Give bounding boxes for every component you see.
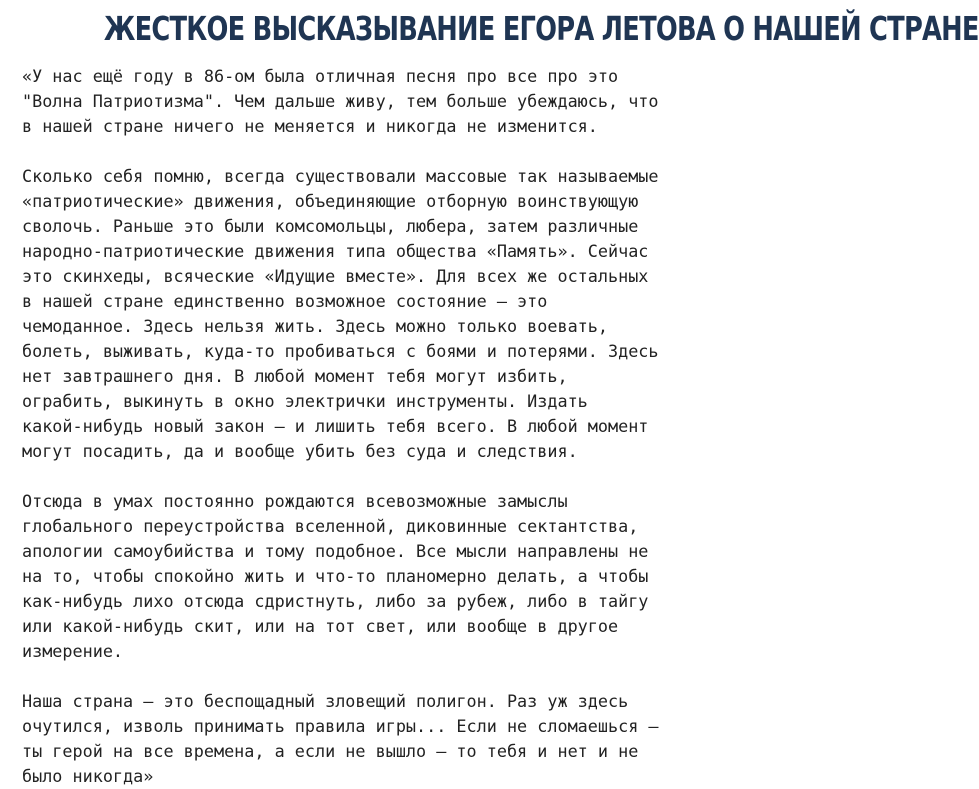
text-line: или какой-нибудь скит, или на тот свет, или вообще в другое [22, 616, 619, 636]
text-line: в нашей стране ничего не меняется и никогда не изменится. [22, 116, 598, 136]
text-line: сволочь. Раньше это были комсомольцы, любера, затем различные [22, 216, 639, 236]
text-line: могут посадить, да и вообще убить без суда и следствия. [22, 441, 578, 461]
paragraph-2 [22, 164, 766, 464]
text-line: ограбить, выкинуть в окно электрички инструменты. Издать [22, 391, 588, 411]
text-line: апологии самоубийства и тому подобное. Все мысли направлены не [22, 541, 649, 561]
text-line: «патриотические» движения, объединяющие отборную воинствующую [22, 191, 639, 211]
text-line: это скинхеды, всяческие «Идущие вместе». Для всех же остальных [22, 266, 649, 286]
text-line: на то, чтобы спокойно жить и что-то планомерно делать, а чтобы [22, 566, 649, 586]
text-line: Сколько себя помню, всегда существовали массовые так называемые [22, 166, 659, 186]
article-body [22, 64, 766, 789]
text-line: «У нас ещё году в 86-ом была отличная песня про все про это [22, 66, 619, 86]
paragraph-4 [22, 689, 766, 789]
text-line: ты герой на все времена, а если не вышло — то тебя и нет и не [22, 741, 639, 761]
paragraph-3 [22, 489, 766, 664]
text-line: чемоданное. Здесь нельзя жить. Здесь можно только воевать, [22, 316, 608, 336]
text-line: очутился, изволь принимать правила игры... Если не сломаешься — [22, 716, 659, 736]
text-line: болеть, выживать, куда-то пробиваться с боями и потерями. Здесь [22, 341, 659, 361]
article-title: ЖЕСТКОЕ ВЫСКАЗЫВАНИЕ ЕГОРА ЛЕТОВА О НАШЕЙ СТРАНЕ [103, 9, 979, 48]
text-line: было никогда» [22, 766, 154, 786]
text-line: как-нибудь лихо отсюда сдристнуть, либо за рубеж, либо в тайгу [22, 591, 649, 611]
text-line: Отсюда в умах постоянно рождаются всевозможные замыслы [22, 491, 568, 511]
text-line: в нашей стране единственно возможное состояние — это [22, 291, 548, 311]
paragraph-1 [22, 64, 766, 139]
text-line: какой-нибудь новый закон — и лишить тебя всего. В любой момент [22, 416, 649, 436]
text-line: народно-патриотические движения типа общества «Память». Сейчас [22, 241, 649, 261]
text-line: измерение. [22, 641, 124, 661]
text-line: нет завтрашнего дня. В любой момент тебя могут избить, [22, 366, 568, 386]
text-line: Наша страна — это беспощадный зловещий полигон. Раз уж здесь [22, 691, 629, 711]
text-line: "Волна Патриотизма". Чем дальше живу, тем больше убеждаюсь, что [22, 91, 659, 111]
text-line: глобального переустройства вселенной, диковинные сектантства, [22, 516, 639, 536]
